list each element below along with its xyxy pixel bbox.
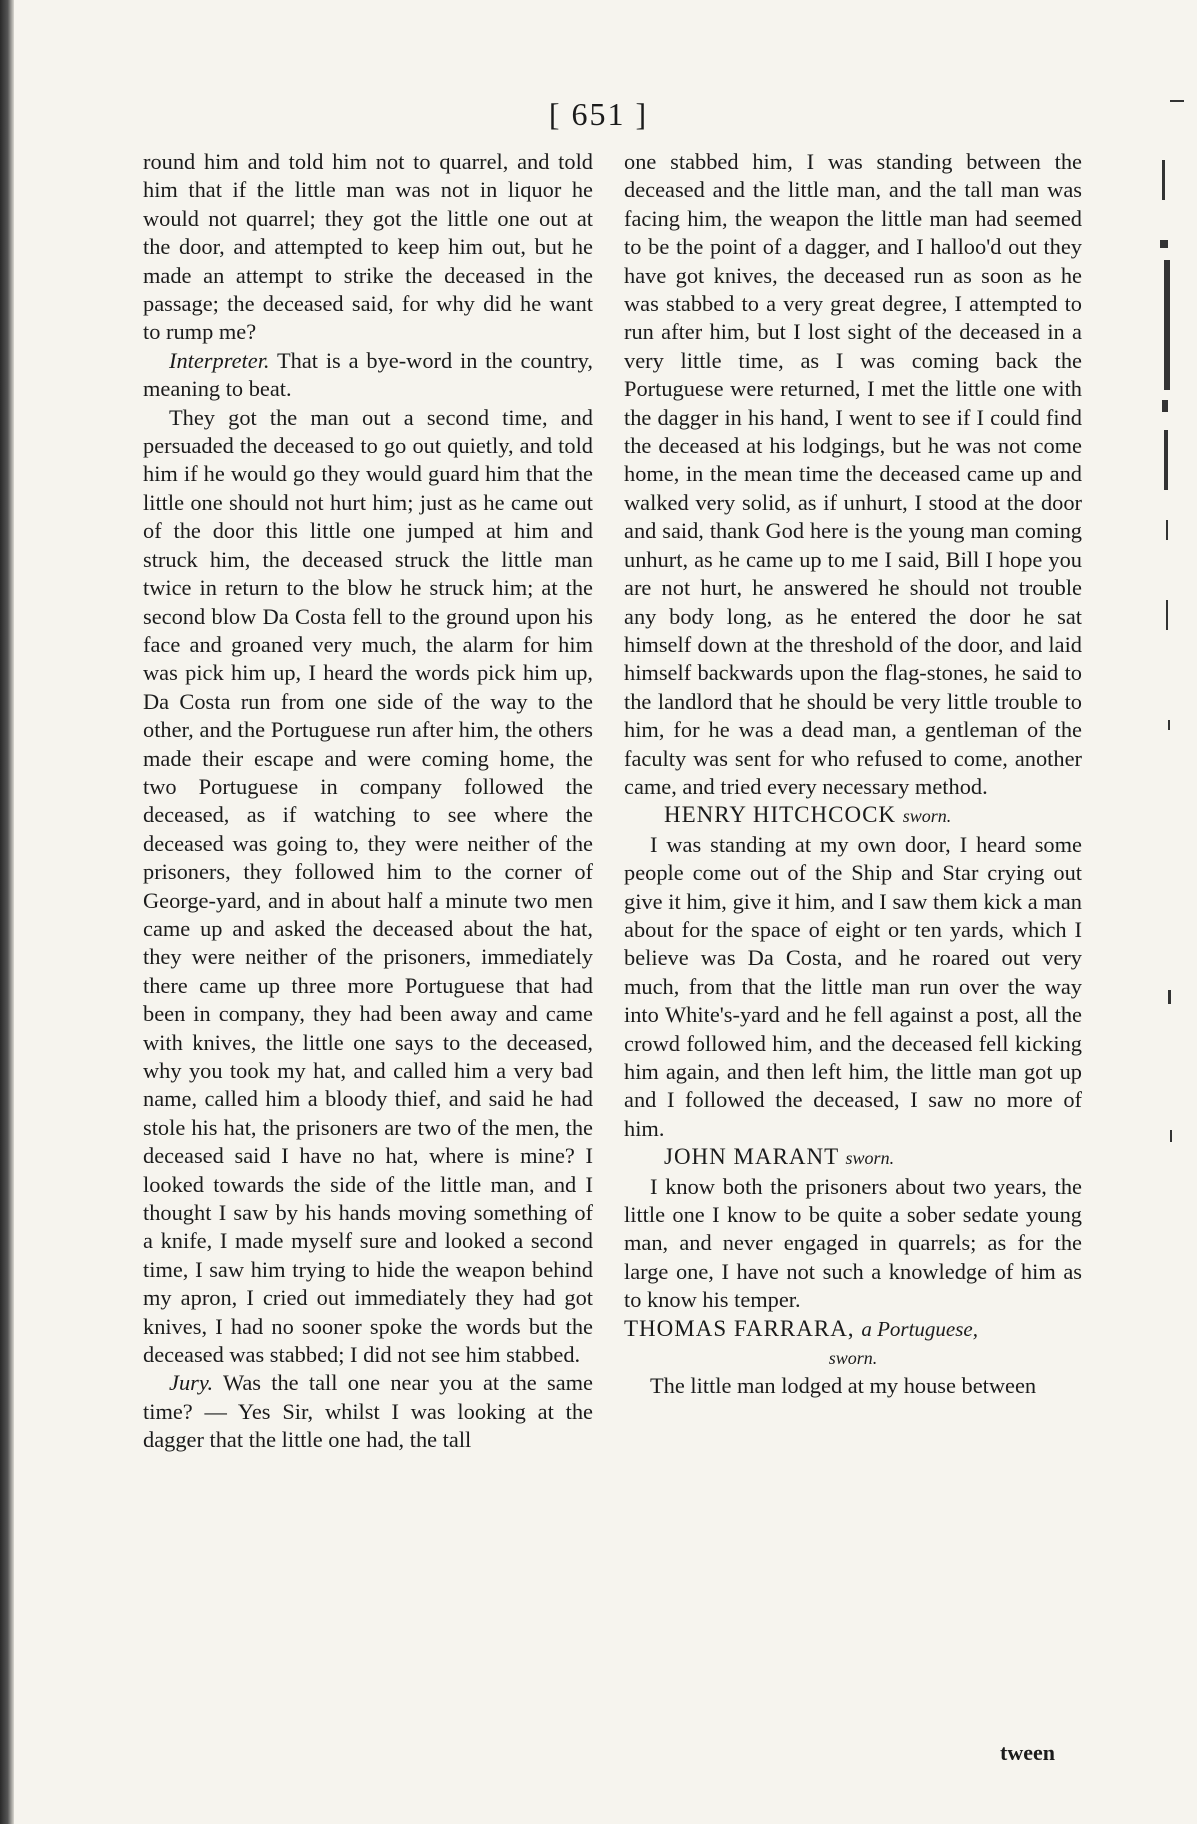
left-paragraph-2: They got the man out a second time, and persuaded the deceased to go out quietly, and told him if he would go they would guard him that the little one should not hurt him; just as he came out of the door this little one jumped at him and struck him, the deceased struck the little man twice in return to the blow he struck him; at the second blow Da Costa fell to the ground upon his face and groaned very much, the alarm for him was pick him up, I heard the words pick him up, Da Costa run from one side of the way to the other, and the Portuguese run after him, the others made their escape and were coming home, the two Portuguese in company followed the deceased, as if watching to see where the deceased was going to, they were neither of the prisoners, they followed him to the corner of George-yard, and in about half a minute two men came up and asked the deceased about the hat, they were neither of the prisoners, immediately there came up three more Portuguese that had been in company, they had been away and came with knives, the little one says to the deceased, why you took my hat, and called him a very bad name, called him a bloody thief, and said he had stole his hat, the prisoners are two of the men, the deceased said I have no hat, where is mine? I looked towards the side of the little man, and I thought I saw by his hands moving something of a knife, I made myself sure and looked a second time, I saw him trying to hide the weapon behind my apron, I cried out immediately they had got knives, I had no sooner spoke the words but the deceased was stabbed; I did not see him stabbed.: [143, 404, 593, 1368]
jury-paragraph: [143, 1369, 593, 1454]
left-paragraph-1: round him and told him not to quarrel, and told him that if the little man was not in liquor he would not quarrel; they got the little one out at the door, and attempted to keep him out, but he made an attempt to strike the deceased in the passage; the deceased said, for why did he want to rump me?: [143, 149, 593, 345]
witness-heading-marant: [624, 1143, 1082, 1172]
witness-sworn: sworn.: [845, 1148, 895, 1169]
witness-sworn-line: [624, 1343, 1082, 1372]
right-column: [624, 148, 1082, 1401]
witness-sworn: sworn.: [828, 1348, 878, 1369]
witness-name: HENRY HITCHCOCK: [664, 802, 897, 828]
witness-heading-hitchcock: [624, 801, 1082, 830]
witness-heading-farrara: [624, 1315, 1082, 1343]
witness-description: a Portuguese,: [861, 1316, 978, 1341]
scan-margin-marks: [1150, 100, 1190, 1400]
interpreter-paragraph: [143, 347, 593, 404]
right-paragraph-4: The little man lodged at my house between: [650, 1373, 1037, 1399]
page-number: [ 651 ]: [548, 96, 649, 132]
catchword: tween: [1000, 1740, 1055, 1765]
witness-name: THOMAS FARRARA,: [624, 1315, 855, 1341]
right-paragraph-3: I know both the prisoners about two years, the little one I know to be quite a sober sedate young man, and never engaged in quarrels; as for the large one, I have not such a knowledge of him as to know his temper.: [624, 1173, 1082, 1313]
jury-text: Was the tall one near you at the same time? — Yes Sir, whilst I was looking at the dagger that the little one had, the tall: [143, 1370, 593, 1453]
jury-label: Jury.: [169, 1370, 214, 1396]
witness-name: JOHN MARANT: [664, 1144, 839, 1170]
left-column: [143, 148, 593, 1455]
interpreter-text: That is a bye-word in the country, meaning to beat.: [143, 347, 593, 402]
interpreter-label: Interpreter.: [169, 347, 270, 373]
witness-sworn: sworn.: [902, 806, 952, 827]
right-paragraph-2: I was standing at my own door, I heard some people come out of the Ship and Star crying out give it him, give it him, and I saw them kick a man about for the space of eight or ten yards, which I believe was Da Costa, and he roared out very much, from that the little man run over the way into White's-yard and he fell against a post, all the crowd followed him, and the deceased fell kicking him again, and then left him, the little man got up and I followed the deceased, I saw no more of him.: [624, 831, 1082, 1141]
book-binding-edge: [0, 0, 14, 1824]
right-paragraph-1: one stabbed him, I was standing between the deceased and the little man, and the tall man was facing him, the weapon the little man had seemed to be the point of a dagger, and I halloo'd out they have got knives, the deceased run as soon as he was stabbed to a very great degree, I attempted to run after him, but I lost sight of the deceased in a very little time, as I was coming back the Portuguese were returned, I met the little one with the dagger in his hand, I went to see if I could find the deceased at his lodgings, but he was not come home, in the mean time the deceased came up and walked very solid, as if unhurt, I stood at the door and said, thank God here is the young man coming unhurt, as he came up to me I said, Bill I hope you are not hurt, he answered he should not trouble any body long, as he entered the door he sat himself down at the threshold of the door, and laid himself backwards upon the flag-stones, he said to the landlord that he should be very little trouble to him, for he was a dead man, a gentleman of the faculty was sent for who refused to come, another came, and tried every necessary method.: [624, 149, 1082, 799]
